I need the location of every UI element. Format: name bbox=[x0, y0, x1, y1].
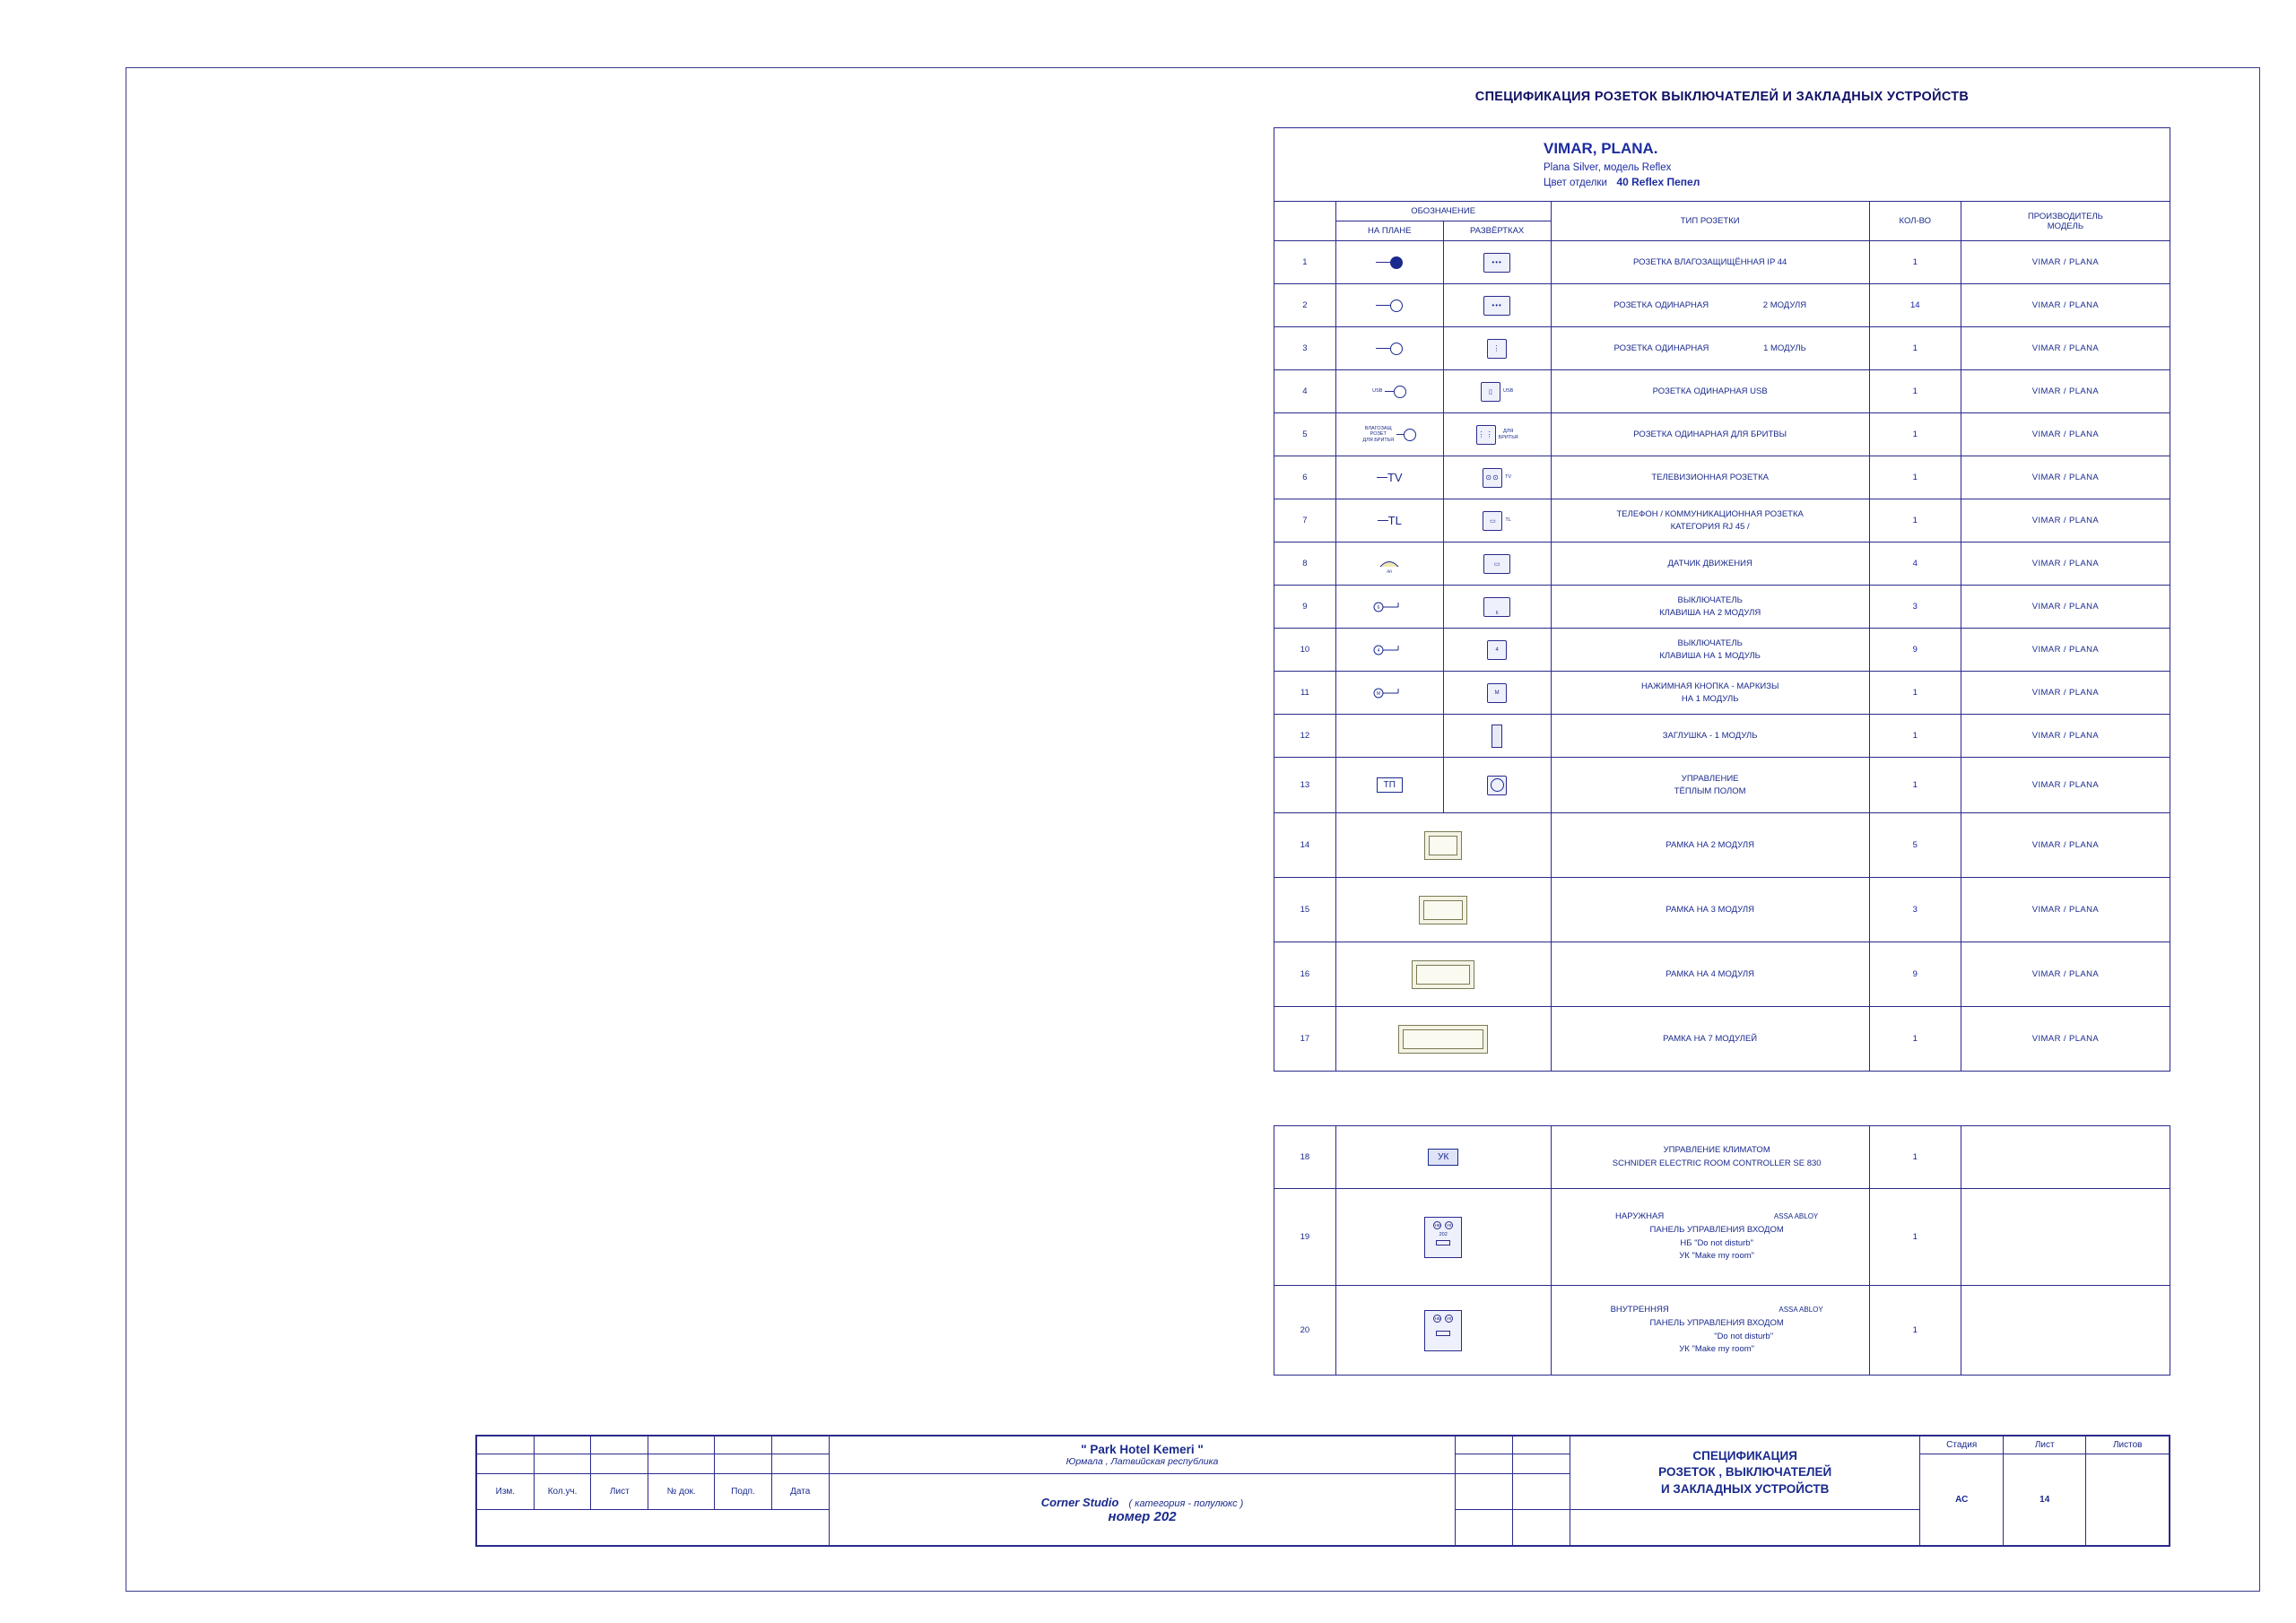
row-manufacturer: VIMAR / PLANA bbox=[1961, 758, 2170, 813]
table-header-brand bbox=[1274, 128, 2170, 202]
rev-cell bbox=[771, 1454, 829, 1474]
row-type-text: РОЗЕТКА ОДИНАРНАЯ ДЛЯ БРИТВЫ bbox=[1633, 429, 1787, 439]
tv-socket-icon: ⊙⊙ TV bbox=[1443, 456, 1551, 499]
switch-2mod-icon: 6 bbox=[1443, 586, 1551, 629]
rev-header-koluch: Кол.уч. bbox=[534, 1474, 591, 1510]
row-qty: 1 bbox=[1869, 758, 1961, 813]
side-cell bbox=[1513, 1454, 1570, 1474]
motion-sensor-plan-icon bbox=[1335, 542, 1443, 586]
row-type bbox=[1551, 413, 1869, 456]
row-type bbox=[1551, 542, 1869, 586]
rev-cell bbox=[477, 1436, 535, 1454]
row-type bbox=[1551, 370, 1869, 413]
socket-shaver-plan-icon: ВЛАГОЗАЩ РОЗЕТ ДЛЯ БРИТЬЯ bbox=[1335, 413, 1443, 456]
table-row bbox=[1274, 542, 2170, 586]
switch-plan-icon bbox=[1335, 629, 1443, 672]
row-type-text: ЗАГЛУШКА - 1 МОДУЛЬ bbox=[1662, 730, 1758, 741]
motion-sensor-svg bbox=[1377, 555, 1402, 573]
sheets-value bbox=[2086, 1454, 2170, 1546]
row-qty: 1 bbox=[1869, 1126, 1961, 1189]
row-number: 19 bbox=[1274, 1189, 1336, 1286]
row-manufacturer: VIMAR / PLANA bbox=[1961, 715, 2170, 758]
row-number: 14 bbox=[1274, 813, 1336, 878]
document-title-spacer bbox=[1570, 1510, 1920, 1546]
table-row bbox=[1274, 1007, 2170, 1072]
row-number: 3 bbox=[1274, 327, 1336, 370]
row-qty: 14 bbox=[1869, 284, 1961, 327]
row-type bbox=[1551, 586, 1869, 629]
table-row bbox=[1274, 586, 2170, 629]
page-title: СПЕЦИФИКАЦИЯ РОЗЕТОК ВЫКЛЮЧАТЕЛЕЙ И ЗАКЛАДНЫХ УСТРОЙСТВ bbox=[1474, 90, 1970, 104]
row-qty: 1 bbox=[1869, 413, 1961, 456]
row-type-text: УПРАВЛЕНИЕ bbox=[1681, 773, 1739, 784]
row-manufacturer: VIMAR / PLANA bbox=[1961, 456, 2170, 499]
push-button-icon: M bbox=[1443, 672, 1551, 715]
row-number: 11 bbox=[1274, 672, 1336, 715]
row-qty: 1 bbox=[1869, 456, 1961, 499]
row-type-text-2: ТЁПЛЫМ ПОЛОМ bbox=[1674, 785, 1746, 796]
row-type-text: РАМКА НА 2 МОДУЛЯ bbox=[1665, 839, 1754, 850]
row-number: 15 bbox=[1274, 878, 1336, 942]
row-description-line1: ПАНЕЛЬ УПРАВЛЕНИЯ ВХОДОМ bbox=[1649, 1317, 1784, 1328]
svg-text:ДД: ДД bbox=[1387, 568, 1392, 573]
table-row bbox=[1274, 758, 2170, 813]
switch-plan-svg bbox=[1371, 643, 1407, 657]
table-row bbox=[1274, 241, 2170, 284]
rev-blank-row bbox=[477, 1510, 830, 1546]
row-type-text: ДАТЧИК ДВИЖЕНИЯ bbox=[1667, 558, 1752, 568]
row-qty: 1 bbox=[1869, 672, 1961, 715]
row-qty: 5 bbox=[1869, 813, 1961, 878]
row-type-text-2: КАТЕГОРИЯ RJ 45 / bbox=[1670, 521, 1750, 532]
col-header-manufacturer bbox=[1961, 202, 2170, 241]
row-type bbox=[1551, 284, 1869, 327]
socket-single-plan-icon bbox=[1335, 284, 1443, 327]
row-description-line1: УПРАВЛЕНИЕ КЛИМАТОМ bbox=[1663, 1144, 1770, 1155]
row-type bbox=[1551, 1007, 1869, 1072]
document-title-line2: РОЗЕТОК , ВЫКЛЮЧАТЕЛЕЙ bbox=[1658, 1465, 1832, 1480]
brand-color-value: 40 Reflex Пепел bbox=[1616, 176, 1700, 189]
row-brand: ASSA ABLOY bbox=[1779, 1306, 1823, 1315]
row-manufacturer: VIMAR / PLANA bbox=[1961, 413, 2170, 456]
tv-socket-plan-icon: TV bbox=[1335, 456, 1443, 499]
studio-name: Corner Studio bbox=[1040, 1495, 1119, 1509]
row-type-text-2: НА 1 МОДУЛЬ bbox=[1681, 693, 1739, 704]
row-description bbox=[1551, 1286, 1869, 1376]
frame-2mod-icon bbox=[1335, 813, 1551, 878]
row-type-text: ВЫКЛЮЧАТЕЛЬ bbox=[1677, 595, 1743, 605]
rev-cell bbox=[648, 1436, 715, 1454]
row-description-line2: SCHNIDER ELECTRIC ROOM CONTROLLER SE 830 bbox=[1612, 1158, 1822, 1168]
row-type-text: РОЗЕТКА ОДИНАРНАЯ bbox=[1613, 343, 1709, 353]
table-header-row-1 bbox=[1274, 202, 2170, 221]
table-row bbox=[1274, 1189, 2170, 1286]
col-header-manufacturer-line2: МОДЕЛЬ bbox=[2047, 221, 2084, 231]
rev-header-ndok: № док. bbox=[648, 1474, 715, 1510]
socket-waterproof-plan-icon bbox=[1335, 241, 1443, 284]
row-manufacturer: VIMAR / PLANA bbox=[1961, 499, 2170, 542]
tl-socket-plan-icon: TL bbox=[1335, 499, 1443, 542]
empty-plan-cell bbox=[1335, 715, 1443, 758]
title-block-row bbox=[477, 1436, 2170, 1454]
col-header-designation: ОБОЗНАЧЕНИЕ bbox=[1335, 202, 1551, 221]
motion-sensor-icon: ▭ bbox=[1443, 542, 1551, 586]
floor-heating-label: ТП bbox=[1377, 777, 1403, 793]
row-number: 7 bbox=[1274, 499, 1336, 542]
row-qty: 1 bbox=[1869, 327, 1961, 370]
rev-cell bbox=[648, 1454, 715, 1474]
room-number: номер 202 bbox=[1108, 1508, 1177, 1524]
row-type-text: РАМКА НА 7 МОДУЛЕЙ bbox=[1663, 1033, 1758, 1044]
socket-round-icon: ••• bbox=[1443, 241, 1551, 284]
brand-series: Plana Silver, модель Reflex bbox=[1544, 161, 1672, 173]
row-number: 6 bbox=[1274, 456, 1336, 499]
row-description-line3: УК "Make my room" bbox=[1679, 1344, 1755, 1355]
switch-1mod-icon: 4 bbox=[1443, 629, 1551, 672]
document-title-line1: СПЕЦИФИКАЦИЯ bbox=[1692, 1449, 1797, 1463]
row-number: 20 bbox=[1274, 1286, 1336, 1376]
row-type-modules: 2 МОДУЛЯ bbox=[1762, 299, 1807, 310]
document-title-line3: И ЗАКЛАДНЫХ УСТРОЙСТВ bbox=[1660, 1481, 1830, 1496]
push-button-plan-icon bbox=[1335, 672, 1443, 715]
socket-1mod-icon: ⋮ bbox=[1443, 327, 1551, 370]
table-row bbox=[1274, 878, 2170, 942]
socket-single-plan-icon bbox=[1335, 327, 1443, 370]
row-type-text: ТЕЛЕВИЗИОННАЯ РОЗЕТКА bbox=[1651, 472, 1769, 482]
row-qty: 4 bbox=[1869, 542, 1961, 586]
rev-header-data: Дата bbox=[771, 1474, 829, 1510]
row-description-top: НАРУЖНАЯ bbox=[1615, 1211, 1665, 1222]
table-row bbox=[1274, 629, 2170, 672]
table-row bbox=[1274, 456, 2170, 499]
row-number: 8 bbox=[1274, 542, 1336, 586]
studio-cell bbox=[829, 1474, 1456, 1546]
row-description bbox=[1551, 1189, 1869, 1286]
project-name: " Park Hotel Kemeri " bbox=[1081, 1443, 1204, 1456]
row-number: 18 bbox=[1274, 1126, 1336, 1189]
rev-cell bbox=[534, 1454, 591, 1474]
row-manufacturer: VIMAR / PLANA bbox=[1961, 241, 2170, 284]
row-manufacturer: VIMAR / PLANA bbox=[1961, 878, 2170, 942]
sheet-label: Лист bbox=[2003, 1436, 2086, 1454]
socket-round-icon: ••• bbox=[1443, 284, 1551, 327]
row-number: 9 bbox=[1274, 586, 1336, 629]
row-number: 4 bbox=[1274, 370, 1336, 413]
row-type-text: РОЗЕТКА ОДИНАРНАЯ bbox=[1613, 299, 1709, 310]
rev-header-podp: Подп. bbox=[715, 1474, 772, 1510]
side-cell bbox=[1456, 1474, 1513, 1510]
rev-cell bbox=[477, 1454, 535, 1474]
row-type bbox=[1551, 327, 1869, 370]
socket-shaver-icon: ⋮⋮ ДЛЯ БРИТЬЯ bbox=[1443, 413, 1551, 456]
row-number: 1 bbox=[1274, 241, 1336, 284]
row-number: 17 bbox=[1274, 1007, 1336, 1072]
sheets-label: Листов bbox=[2086, 1436, 2170, 1454]
row-number: 12 bbox=[1274, 715, 1336, 758]
row-qty: 1 bbox=[1869, 1189, 1961, 1286]
row-number: 2 bbox=[1274, 284, 1336, 327]
studio-category: ( категория - полулюкс ) bbox=[1128, 1497, 1244, 1509]
row-description bbox=[1551, 1126, 1869, 1189]
door-panel-inner-icon: НБ УК bbox=[1335, 1286, 1551, 1376]
row-type bbox=[1551, 629, 1869, 672]
frame-4mod-icon bbox=[1335, 942, 1551, 1007]
sheet-value: 14 bbox=[2003, 1454, 2086, 1546]
table-row bbox=[1274, 370, 2170, 413]
col-header-type: ТИП РОЗЕТКИ bbox=[1551, 202, 1869, 241]
row-manufacturer: VIMAR / PLANA bbox=[1961, 586, 2170, 629]
row-type bbox=[1551, 813, 1869, 878]
push-button-plan-svg bbox=[1371, 686, 1407, 700]
row-number: 13 bbox=[1274, 758, 1336, 813]
row-qty: 3 bbox=[1869, 878, 1961, 942]
col-header-qty: КОЛ-ВО bbox=[1869, 202, 1961, 241]
row-type-text: РАМКА НА 4 МОДУЛЯ bbox=[1665, 968, 1754, 979]
side-cell bbox=[1456, 1510, 1513, 1546]
row-qty: 1 bbox=[1869, 499, 1961, 542]
row-description-line1: ПАНЕЛЬ УПРАВЛЕНИЯ ВХОДОМ bbox=[1649, 1224, 1784, 1235]
col-header-manufacturer-line1: ПРОИЗВОДИТЕЛЬ bbox=[2027, 211, 2103, 221]
row-manufacturer bbox=[1961, 1286, 2170, 1376]
tl-socket-icon: ▭ TL bbox=[1443, 499, 1551, 542]
brand-name: VIMAR, PLANA. bbox=[1544, 140, 1658, 157]
brand-color-label: Цвет отделки bbox=[1544, 178, 1607, 189]
row-brand: ASSA ABLOY bbox=[1773, 1212, 1819, 1221]
svg-text:4: 4 bbox=[1377, 647, 1380, 654]
row-manufacturer: VIMAR / PLANA bbox=[1961, 327, 2170, 370]
row-qty: 1 bbox=[1869, 1007, 1961, 1072]
brand-header-cell bbox=[1274, 128, 2170, 202]
row-type-text: РАМКА НА 3 МОДУЛЯ bbox=[1665, 904, 1754, 915]
stage-value: АС bbox=[1920, 1454, 2004, 1546]
door-panel-outer-icon: НБ УК 202 bbox=[1335, 1189, 1551, 1286]
row-qty: 1 bbox=[1869, 370, 1961, 413]
row-description-line2: НБ "Do not disturb" bbox=[1680, 1237, 1753, 1248]
table-row bbox=[1274, 499, 2170, 542]
row-number: 10 bbox=[1274, 629, 1336, 672]
row-description-line3: УК "Make my room" bbox=[1679, 1251, 1755, 1262]
row-description-top: ВНУТРЕННЯЯ bbox=[1610, 1305, 1669, 1315]
floor-heating-icon bbox=[1443, 758, 1551, 813]
switch-plan-icon bbox=[1335, 586, 1443, 629]
side-cell bbox=[1513, 1510, 1570, 1546]
row-number: 5 bbox=[1274, 413, 1336, 456]
svg-text:М: М bbox=[1377, 690, 1381, 697]
row-type-text: ВЫКЛЮЧАТЕЛЬ bbox=[1677, 638, 1743, 648]
blank-module-icon bbox=[1443, 715, 1551, 758]
table-row bbox=[1274, 327, 2170, 370]
row-manufacturer: VIMAR / PLANA bbox=[1961, 284, 2170, 327]
row-type-text: РОЗЕТКА ВЛАГОЗАЩИЩЁННАЯ IP 44 bbox=[1632, 256, 1787, 267]
row-qty: 1 bbox=[1869, 1286, 1961, 1376]
switch-plan-svg bbox=[1371, 600, 1407, 614]
row-description-line2: "Do not disturb" bbox=[1714, 1331, 1774, 1341]
specification-table-secondary bbox=[1274, 1125, 2170, 1376]
col-header-on-elevation: РАЗВЁРТКАХ bbox=[1443, 221, 1551, 241]
row-manufacturer: VIMAR / PLANA bbox=[1961, 672, 2170, 715]
row-qty: 1 bbox=[1869, 241, 1961, 284]
row-qty: 9 bbox=[1869, 942, 1961, 1007]
row-manufacturer: VIMAR / PLANA bbox=[1961, 370, 2170, 413]
climate-controller-icon bbox=[1335, 1126, 1551, 1189]
row-manufacturer: VIMAR / PLANA bbox=[1961, 629, 2170, 672]
rev-cell bbox=[715, 1436, 772, 1454]
rev-cell bbox=[534, 1436, 591, 1454]
table-row bbox=[1274, 413, 2170, 456]
table-row bbox=[1274, 813, 2170, 878]
col-header-on-plan: НА ПЛАНЕ bbox=[1335, 221, 1443, 241]
rev-header-list: Лист bbox=[591, 1474, 648, 1510]
side-cell bbox=[1513, 1436, 1570, 1454]
row-type-text-2: КЛАВИША НА 1 МОДУЛЬ bbox=[1659, 650, 1761, 661]
specification-table bbox=[1274, 127, 2170, 1072]
project-location: Юрмала , Латвийская республика bbox=[1065, 1456, 1219, 1467]
row-manufacturer: VIMAR / PLANA bbox=[1961, 1007, 2170, 1072]
row-type bbox=[1551, 715, 1869, 758]
row-type-text: НАЖИМНАЯ КНОПКА - МАРКИЗЫ bbox=[1640, 681, 1779, 691]
col-header-number bbox=[1274, 202, 1336, 241]
row-qty: 3 bbox=[1869, 586, 1961, 629]
title-block bbox=[475, 1435, 2170, 1547]
table-row bbox=[1274, 1126, 2170, 1189]
row-manufacturer: VIMAR / PLANA bbox=[1961, 542, 2170, 586]
project-name-cell bbox=[829, 1436, 1456, 1474]
row-type-text: РОЗЕТКА ОДИНАРНАЯ USB bbox=[1652, 386, 1768, 396]
side-cell bbox=[1513, 1474, 1570, 1510]
rev-cell bbox=[591, 1454, 648, 1474]
table-row bbox=[1274, 1286, 2170, 1376]
table-row bbox=[1274, 942, 2170, 1007]
table-row bbox=[1274, 715, 2170, 758]
side-cell bbox=[1456, 1436, 1513, 1454]
svg-text:6: 6 bbox=[1377, 604, 1380, 611]
rev-cell bbox=[591, 1436, 648, 1454]
row-type bbox=[1551, 942, 1869, 1007]
row-qty: 1 bbox=[1869, 715, 1961, 758]
rev-cell bbox=[715, 1454, 772, 1474]
frame-3mod-icon bbox=[1335, 878, 1551, 942]
climate-controller-label: УК bbox=[1428, 1149, 1458, 1166]
row-type-text-2: КЛАВИША НА 2 МОДУЛЯ bbox=[1659, 607, 1761, 618]
table-row bbox=[1274, 284, 2170, 327]
row-type bbox=[1551, 672, 1869, 715]
side-cell bbox=[1456, 1454, 1513, 1474]
row-type bbox=[1551, 241, 1869, 284]
row-type-modules: 1 МОДУЛЬ bbox=[1763, 343, 1806, 353]
floor-heating-plan-icon bbox=[1335, 758, 1443, 813]
row-number: 16 bbox=[1274, 942, 1336, 1007]
row-manufacturer bbox=[1961, 1126, 2170, 1189]
row-manufacturer: VIMAR / PLANA bbox=[1961, 813, 2170, 878]
door-panel-room-number: 202 bbox=[1439, 1231, 1448, 1237]
rev-cell bbox=[771, 1436, 829, 1454]
row-manufacturer bbox=[1961, 1189, 2170, 1286]
row-manufacturer: VIMAR / PLANA bbox=[1961, 942, 2170, 1007]
row-qty: 9 bbox=[1869, 629, 1961, 672]
stage-label: Стадия bbox=[1920, 1436, 2004, 1454]
row-type-text: ТЕЛЕФОН / КОММУНИКАЦИОННАЯ РОЗЕТКА bbox=[1616, 508, 1804, 519]
socket-usb-icon: ▯ USB bbox=[1443, 370, 1551, 413]
socket-usb-plan-icon: USB bbox=[1335, 370, 1443, 413]
rev-header-izm: Изм. bbox=[477, 1474, 535, 1510]
document-title-cell bbox=[1570, 1436, 1920, 1510]
row-type bbox=[1551, 758, 1869, 813]
row-type bbox=[1551, 878, 1869, 942]
row-type bbox=[1551, 456, 1869, 499]
table-row bbox=[1274, 672, 2170, 715]
row-type bbox=[1551, 499, 1869, 542]
frame-7mod-icon bbox=[1335, 1007, 1551, 1072]
